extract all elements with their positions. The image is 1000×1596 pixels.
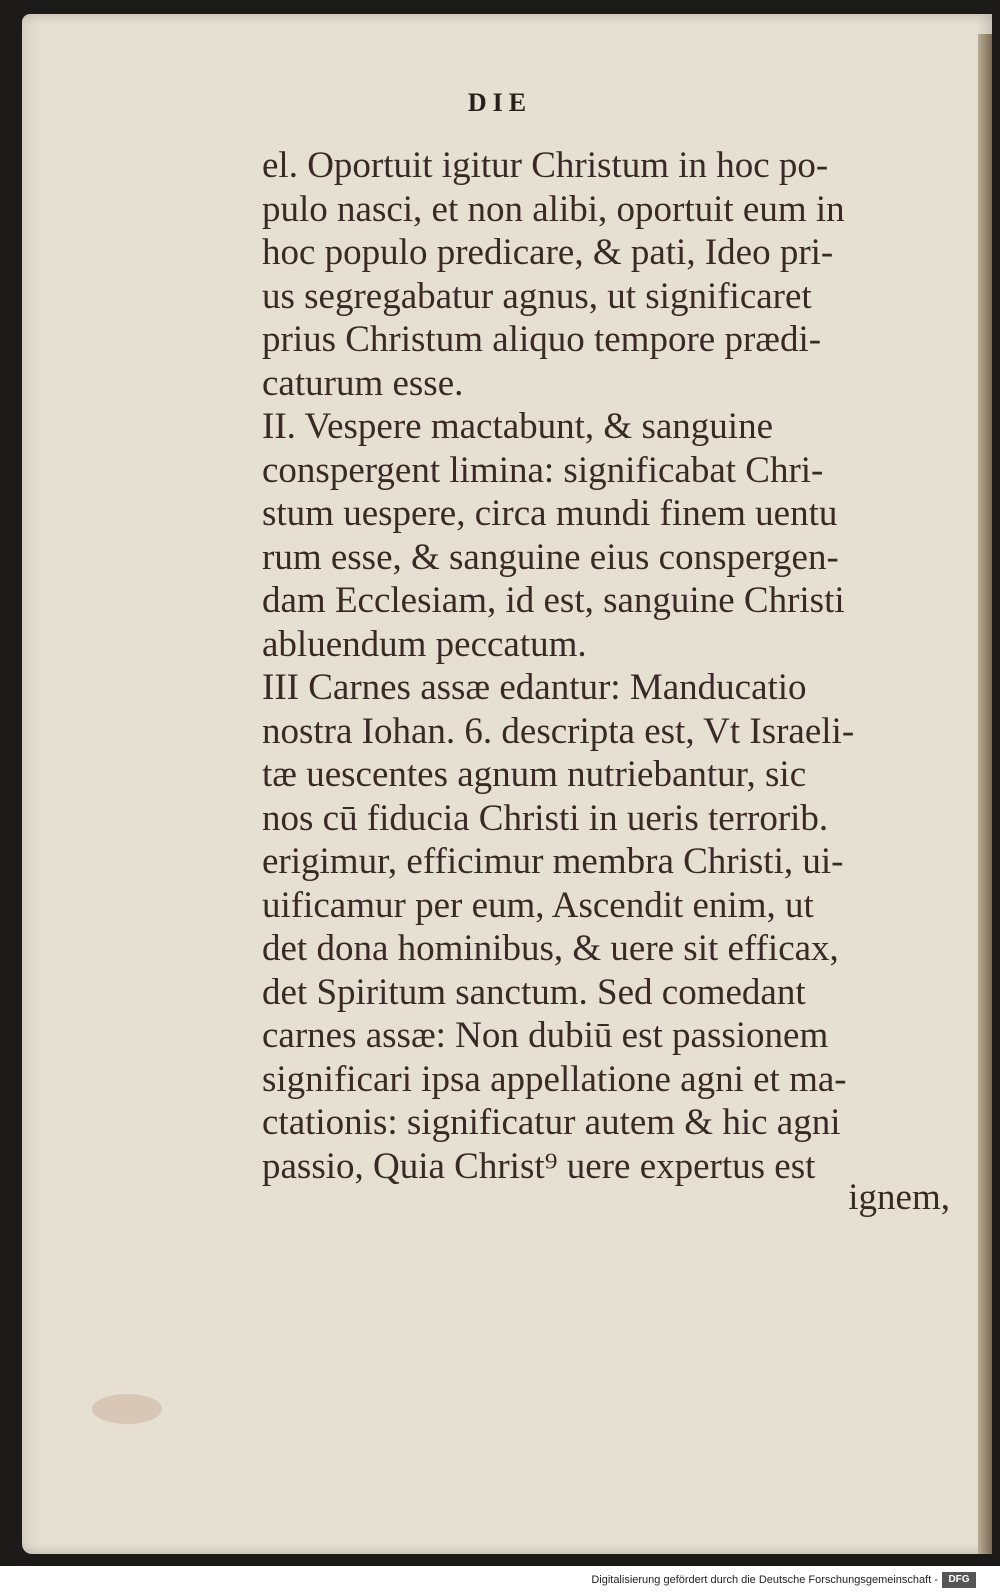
running-head: DIE	[467, 88, 533, 117]
catchword: ignem,	[848, 1177, 950, 1218]
text-line: conspergent limina: significabat Chri-	[262, 449, 824, 491]
text-line: el. Oportuit igitur Christum in hoc po-	[262, 145, 829, 186]
text-line: III Carnes assæ edantur: Manducatio	[262, 667, 807, 708]
text-line: uificamur per eum, Ascendit enim, ut	[262, 884, 814, 926]
text-line: ctationis: significatur autem & hic agni	[262, 1102, 841, 1143]
text-line: prius Christum aliquo tempore prædi-	[262, 319, 822, 360]
footer-credit: Digitalisierung gefördert durch die Deutsche Forschungsgemeinschaft -	[591, 1574, 938, 1586]
text-line: carnes assæ: Non dubiū est passionem	[262, 1015, 829, 1056]
text-line: dam Ecclesiam, id est, sanguine Christi	[262, 580, 845, 621]
text-line: us segregabatur agnus, ut significaret	[262, 275, 812, 317]
body-text	[262, 144, 952, 1188]
text-line: tæ uescentes agnum nutriebantur, sic	[262, 754, 807, 795]
text-line: passio, Quia Christ⁹ uere expertus est	[262, 1145, 816, 1187]
text-line: II. Vespere mactabunt, & sanguine	[262, 406, 773, 447]
text-line: det dona hominibus, & uere sit efficax,	[262, 928, 839, 969]
page-edge	[978, 34, 992, 1554]
text-line: significari ipsa appellatione agni et ma-	[262, 1058, 847, 1100]
paper-stain	[92, 1394, 162, 1424]
text-line: abluendum peccatum.	[262, 623, 587, 665]
text-line: caturum esse.	[262, 362, 464, 404]
text-line: rum esse, & sanguine eius conspergen-	[262, 536, 839, 578]
text-line: stum uespere, circa mundi finem uentu	[262, 493, 838, 534]
text-line: nostra Iohan. 6. descripta est, Vt Israeli-	[262, 710, 855, 752]
dfg-logo: DFG	[942, 1572, 976, 1588]
text-line: pulo nasci, et non alibi, oportuit eum in	[262, 188, 845, 230]
text-line: hoc populo predicare, & pati, Ideo pri-	[262, 232, 834, 273]
text-line: nos cū fiducia Christi in ueris terrorib.	[262, 797, 829, 839]
text-line: erigimur, efficimur membra Christi, ui-	[262, 841, 844, 882]
text-line: det Spiritum sanctum. Sed comedant	[262, 971, 806, 1013]
